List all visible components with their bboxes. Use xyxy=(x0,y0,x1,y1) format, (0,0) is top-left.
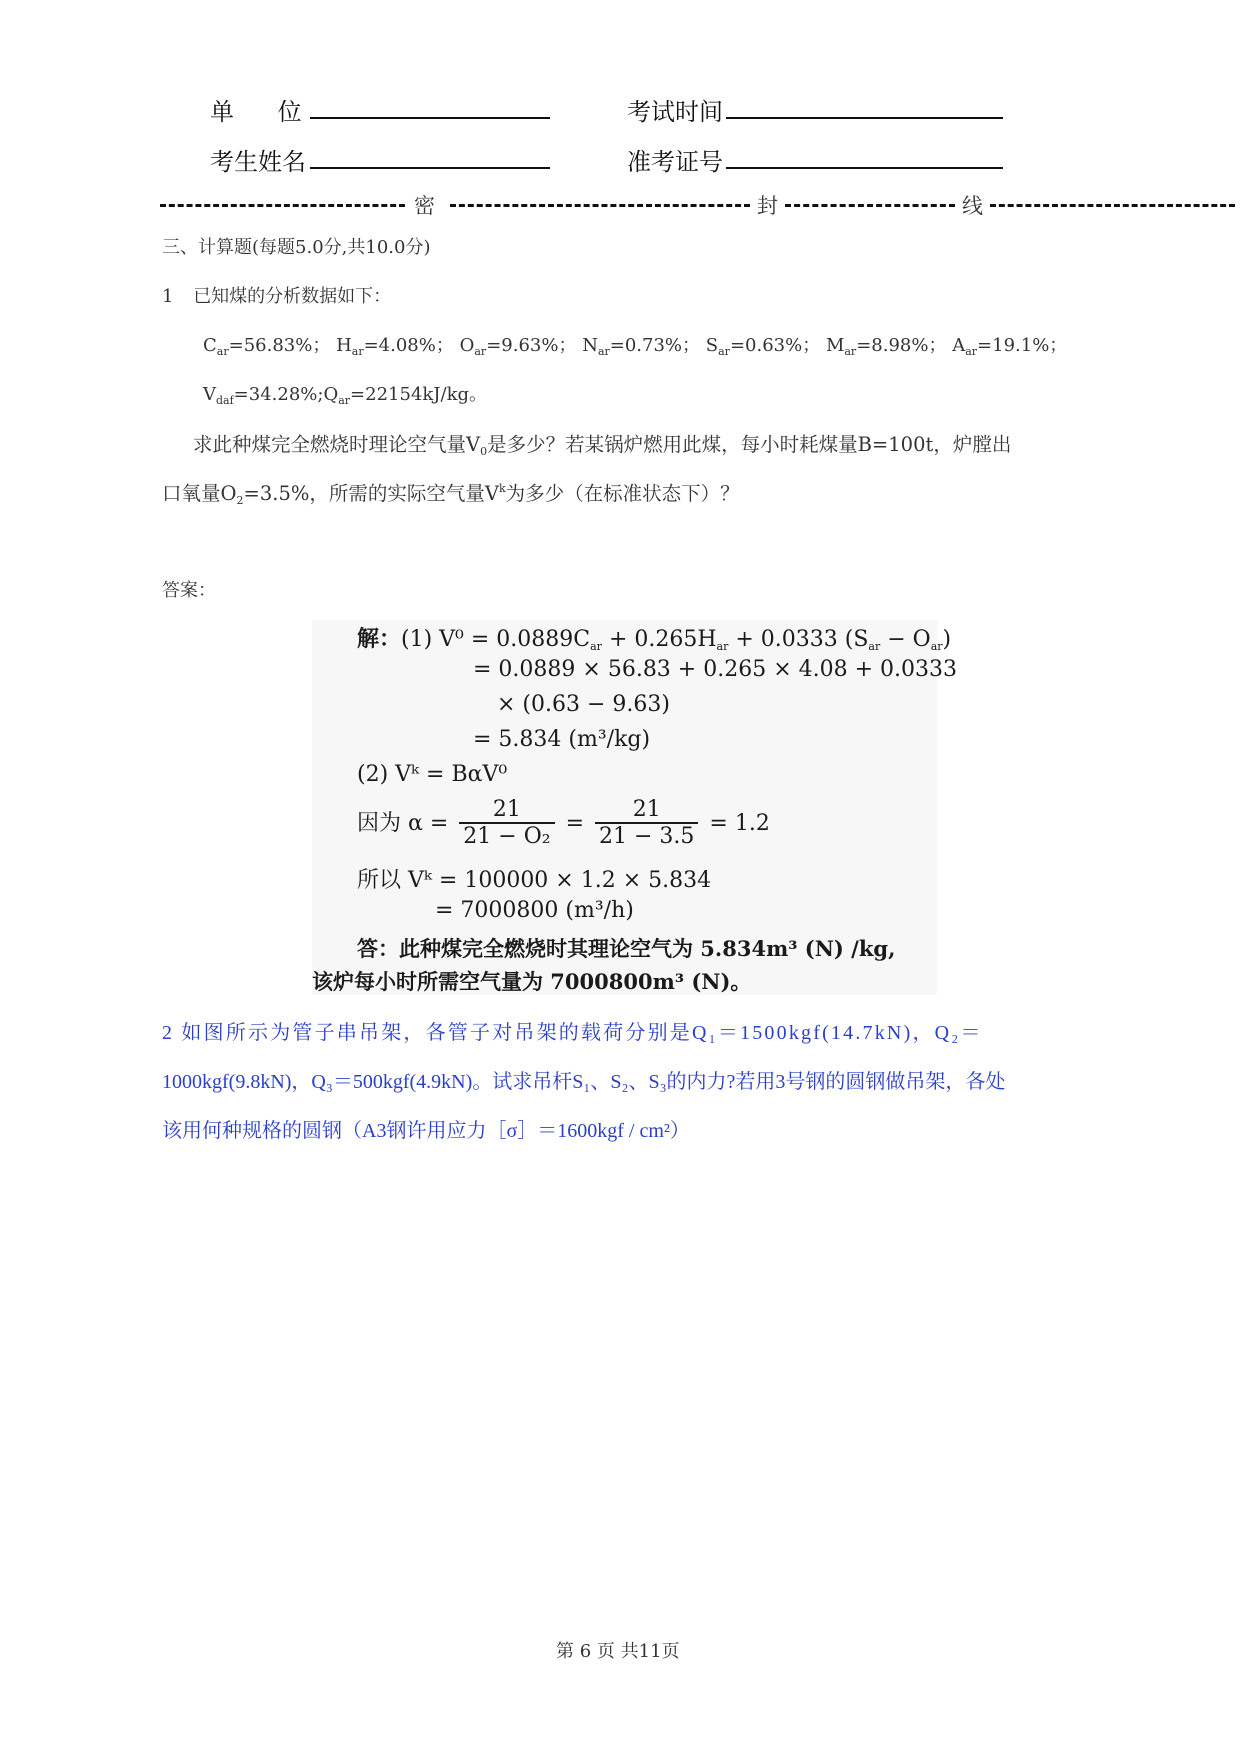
q1-data-line-1 xyxy=(203,331,1067,358)
name-label: 考生姓名 xyxy=(210,148,306,176)
sol-line-5: (2) Vᵏ = BαV⁰ xyxy=(357,762,508,787)
exam-time-label: 考试时间 xyxy=(627,98,723,126)
unit-field[interactable] xyxy=(310,117,550,119)
data-m: $M_{ar}=8.98\%$； xyxy=(825,335,947,358)
data-vdaf: $V_{daf}=34.28\%$; xyxy=(203,384,324,407)
section-title: 三、计算题(每题5.0分,共10.0分) xyxy=(162,237,431,258)
sol-line-3: × (0.63 − 9.63) xyxy=(497,692,670,717)
q1-question-line-1: 求此种煤完全燃烧时理论空气量$V_0$是多少？若某锅炉燃用此煤，每小时耗煤量B=100t，炉膛出 xyxy=(193,433,1012,458)
sol-line-7: 所以 Vᵏ = 100000 × 1.2 × 5.834 xyxy=(357,868,712,893)
data-a: $A_{ar}=19.1\%$； xyxy=(952,335,1068,358)
q2-line-1: 2 如图所示为管子串吊架，各管子对吊架的载荷分别是Q₁＝1500kgf(14.7kN)，Q₂＝ xyxy=(162,1022,983,1044)
seal-dash-4 xyxy=(990,204,1235,207)
data-s: $S_{ar}=0.63\%$； xyxy=(705,335,821,358)
sol-line-4: = 5.834 (m³/kg) xyxy=(473,727,651,752)
sol-line-1: 解：(1) $V^0 = 0.0889C_{ar} + 0.265H_{ar} + 0.0333$ $(S_{ar} - O_{ar})$ xyxy=(357,626,952,653)
page-footer: 第 6 页 共11页 xyxy=(556,1641,680,1662)
data-qar: $Q_{ar}=22154kJ/kg$。 xyxy=(323,384,488,407)
sol-line-2: = 0.0889 × 56.83 + 0.265 × 4.08 + 0.0333 xyxy=(473,657,958,682)
q1-question-line-2: 口氧量$O_2=3.5\%$，所需的实际空气量$V^k$为多少（在标准状态下）？ xyxy=(162,482,740,507)
seal-dash-1 xyxy=(160,204,405,207)
seal-mi: 密 xyxy=(412,190,437,220)
q1-number: 1 xyxy=(162,286,174,307)
name-field[interactable] xyxy=(310,167,550,169)
data-c: $C_{ar}=56.83\%$； xyxy=(203,335,331,358)
fraction-2: $\frac{21}{21 - 3.5}$ xyxy=(595,798,698,850)
ticket-field[interactable] xyxy=(726,167,1003,169)
seal-feng: 封 xyxy=(755,190,780,220)
sol-line-10: 该炉每小时所需空气量为 7000800m³ (N)。 xyxy=(312,969,752,994)
solution-image xyxy=(312,620,958,995)
ticket-label: 准考证号 xyxy=(627,148,723,176)
q2-line-2: 1000kgf(9.8kN)，Q₃＝500kgf(4.9kN)。试求吊杆S₁、S₂、S₃的内力?若用3号钢的圆钢做吊架，各处 xyxy=(162,1071,1006,1093)
unit-label-text: 单 位 xyxy=(210,98,302,126)
q1-intro-text: 已知煤的分析数据如下： xyxy=(193,286,392,307)
q1-intro xyxy=(162,282,391,308)
data-h: $H_{ar}=4.08\%$； xyxy=(336,335,454,358)
exam-time-field[interactable] xyxy=(726,117,1003,119)
sol-line-9: 答：此种煤完全燃烧时其理论空气为 5.834m³ (N) /kg, xyxy=(357,936,896,961)
seal-dash-3 xyxy=(785,204,955,207)
fraction-1: $\frac{21}{\text{21 − O₂}}$ xyxy=(459,798,554,850)
data-n: $N_{ar}=0.73\%$； xyxy=(582,335,701,358)
data-o: $O_{ar}=9.63\%$； xyxy=(459,335,577,358)
unit-label xyxy=(210,92,302,127)
q2-line-3: 该用何种规格的圆钢（A3钢许用应力［σ］＝1600kgf / cm²） xyxy=(162,1120,690,1142)
sol-line-8: = 7000800 (m³/h) xyxy=(435,898,634,923)
seal-xian: 线 xyxy=(960,190,985,220)
q1-data-line-2 xyxy=(203,380,487,407)
sol-line-6: 因为 α = $\frac{21}{\text{21 − O₂}}$ = $\frac{21}{21 - 3.5}$ = 1.2 xyxy=(357,797,770,849)
answer-label: 答案： xyxy=(162,580,216,601)
seal-dash-2 xyxy=(450,204,750,207)
seal-line xyxy=(160,190,1080,220)
